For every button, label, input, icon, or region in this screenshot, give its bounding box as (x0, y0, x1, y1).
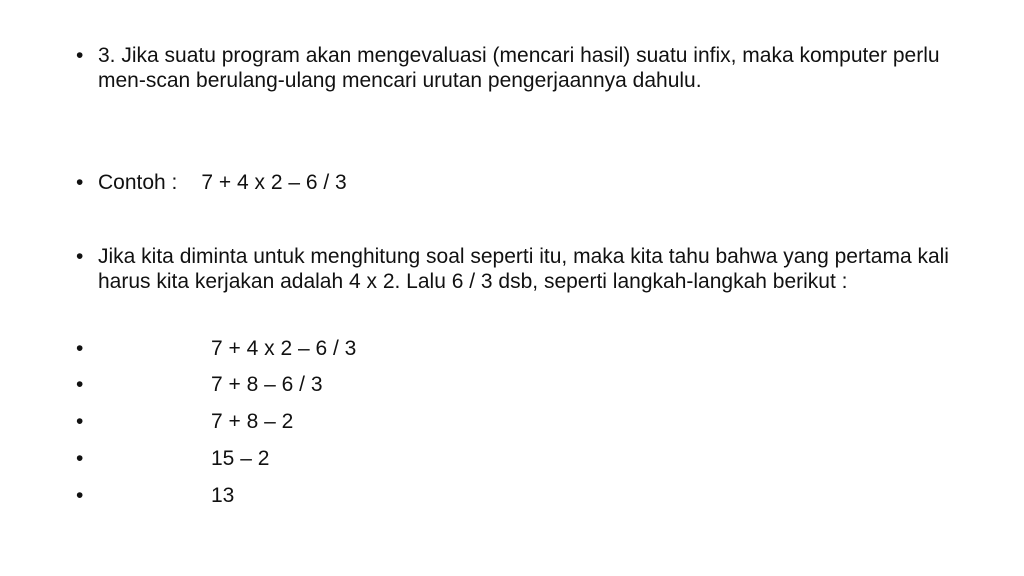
bullet-icon: • (76, 171, 84, 194)
step-expression: 7 + 8 – 6 / 3 (211, 373, 323, 396)
step-expression: 7 + 8 – 2 (211, 410, 294, 433)
bullet-icon: • (76, 373, 84, 396)
bullet-point-explanation (76, 244, 956, 294)
bullet-icon: • (76, 410, 84, 433)
step-expression: 15 – 2 (211, 447, 270, 470)
bullet-icon: • (76, 245, 84, 268)
example-label: Contoh : (98, 171, 178, 194)
example-line (98, 170, 956, 195)
step-expression: 13 (211, 484, 235, 507)
bullet-icon: • (76, 447, 84, 470)
example-expression: 7 + 4 x 2 – 6 / 3 (201, 171, 347, 194)
explanation-text: Jika kita diminta untuk menghitung soal seperti itu, maka kita tahu bahwa yang pertama kali harus kita kerjakan adalah 4 x 2. Lalu 6 / 3 dsb, seperti langkah-langkah berikut : (98, 245, 949, 293)
bullet-point-example (76, 170, 956, 195)
bullet-point-intro (76, 43, 956, 93)
bullet-icon: • (76, 44, 84, 67)
bullet-icon: • (76, 337, 84, 360)
intro-text: 3. Jika suatu program akan mengevaluasi (mencari hasil) suatu infix, maka komputer perlu men-scan berulang-ulang mencari urutan pengerjaannya dahulu. (98, 44, 940, 92)
step-expression: 7 + 4 x 2 – 6 / 3 (211, 337, 357, 360)
bullet-icon: • (76, 484, 84, 507)
